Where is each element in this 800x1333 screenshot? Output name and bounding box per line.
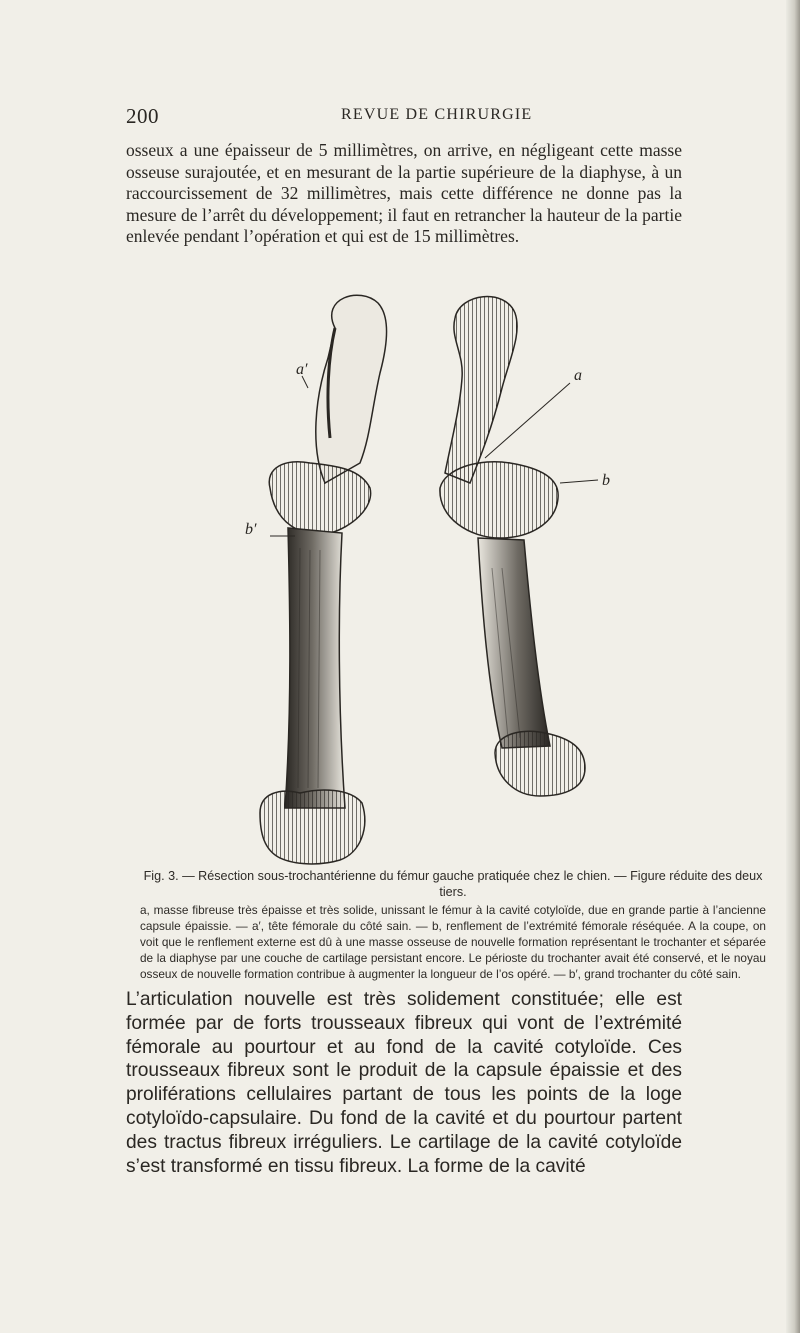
body-paragraph-2: L’articulation nouvelle est très solidement constituée; elle est formée par de forts trousseaux fibreux qui vont de l’extrémité fémorale au pourtour et au fond de la cavité cotyloïde. Ces trousseaux fibreux sont le produit de la capsule épaissie et des proliférations cellulaires partant de tous les points de la loge cotyloïdo-capsulaire. Du fond de la cavité et du pourtour partent des tractus fibreux irréguliers. Le cartilage de la cavité cotyloïde s’est transformé en tissu fibreux. La forme de la cavité [126,989,682,1177]
figure-femurs-illustration [240,288,620,868]
caption-title: Fig. 3. — Résection sous-trochantérienne du fémur gauche pratiquée chez le chien. — Figure réduite des deux tiers. [143,869,763,899]
caption-legend: a, masse fibreuse très épaisse et très solide, unissant le fémur à la cavité cotyloïde, due en grande partie à l’ancienne capsule épaissie. — a′, tête fémorale du côté sain. — b, renflement de l’extrémité fémorale réséquée. A la coupe, on voit que le renflement externe est dû à une masse osseuse de nouvelle formation représentant le trochanter et séparée de la diaphyse par une couche de cartilage persistant encore. Le périoste du trochanter avait été conservé, et le noyau osseux de nouvelle formation contribue à augmenter la longueur de l’os opéré. — b′, grand trochanter du côté sain. [140,903,766,981]
running-header [126,104,681,128]
label-b-prime: b′ [245,521,257,538]
right-femur [440,297,585,796]
page-edge [786,0,800,1333]
label-a-prime: a′ [296,361,308,378]
page-number: 200 [126,104,159,128]
label-a: a [574,367,582,384]
body-paragraph-1: osseux a une épaisseur de 5 millimètres, on arrive, en négligeant cette masse osseuse surajoutée, et en mesurant de la partie supérieure de la diaphyse, à un raccourcissement de 32 millimètres, mais cette différence ne donne pas la mesure de l’arrêt du développement; il faut en retrancher la hauteur de la partie enlevée pendant l’opération et qui est de 15 millimètres. [126,140,682,247]
running-title: REVUE DE CHIRURGIE [341,106,533,123]
figure-caption [140,868,766,982]
left-femur [260,295,387,864]
leader-b [560,480,598,483]
label-b: b [602,472,610,489]
